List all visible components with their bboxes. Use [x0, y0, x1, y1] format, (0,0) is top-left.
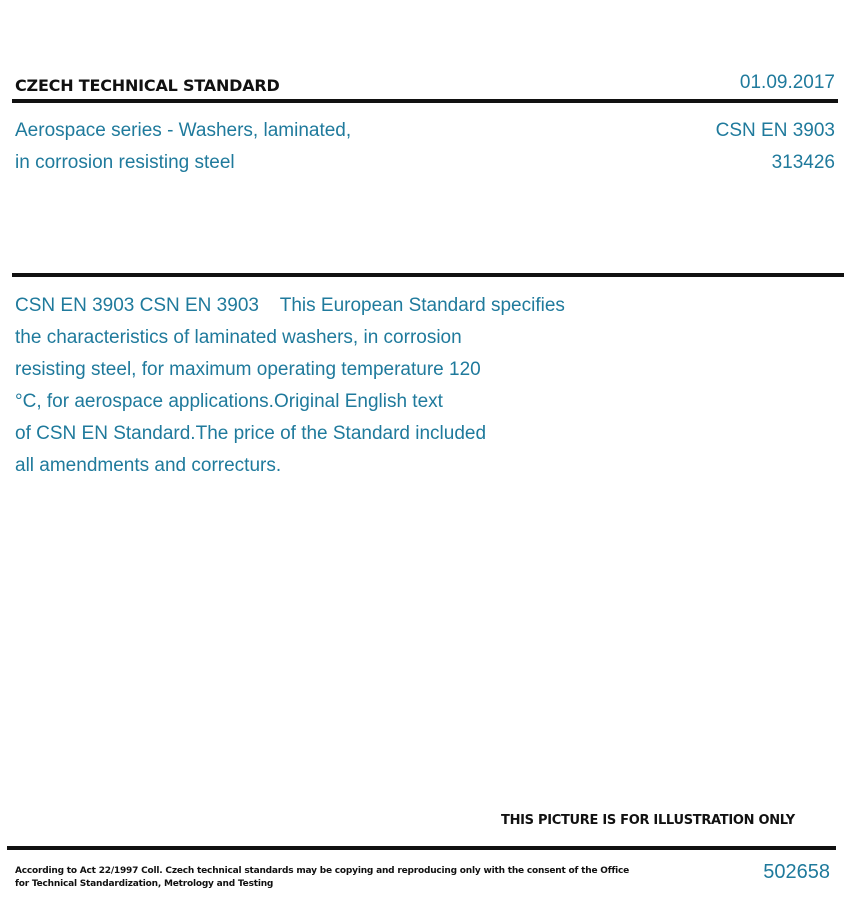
description-line: the characteristics of laminated washers, in corrosion [15, 327, 462, 348]
description-line: of CSN EN Standard.The price of the Standard included [15, 423, 487, 444]
legal-notice [15, 865, 629, 891]
standard-description [15, 290, 655, 482]
description-line: resisting steel, for maximum operating temperature 120 [15, 359, 481, 380]
document-codes [716, 115, 835, 179]
header-divider [12, 99, 838, 103]
description-line: °C, for aerospace applications.Original English text [15, 391, 443, 412]
footer-reference-number: 502658 [763, 861, 830, 883]
document-title [15, 115, 351, 179]
description-line: all amendments and correcturs. [15, 455, 282, 476]
standard-code: CSN EN 3903 [715, 120, 835, 141]
description-line: CSN EN 3903 CSN EN 3903 This European Standard specifies [15, 295, 565, 316]
document-title-line-1: Aerospace series - Washers, laminated, [15, 120, 352, 141]
catalog-number: 313426 [771, 152, 835, 173]
legal-notice-line-2: for Technical Standardization, Metrology and Testing [15, 879, 274, 889]
legal-notice-line-1: According to Act 22/1997 Coll. Czech technical standards may be copying and reproducing only with the consent of the Office [15, 866, 630, 876]
title-divider [12, 273, 844, 277]
publication-date: 01.09.2017 [739, 72, 835, 93]
document-title-line-2: in corrosion resisting steel [15, 152, 235, 173]
footer-divider [7, 846, 836, 850]
illustration-disclaimer: THIS PICTURE IS FOR ILLUSTRATION ONLY [501, 813, 795, 828]
standard-category-heading: CZECH TECHNICAL STANDARD [15, 76, 280, 95]
